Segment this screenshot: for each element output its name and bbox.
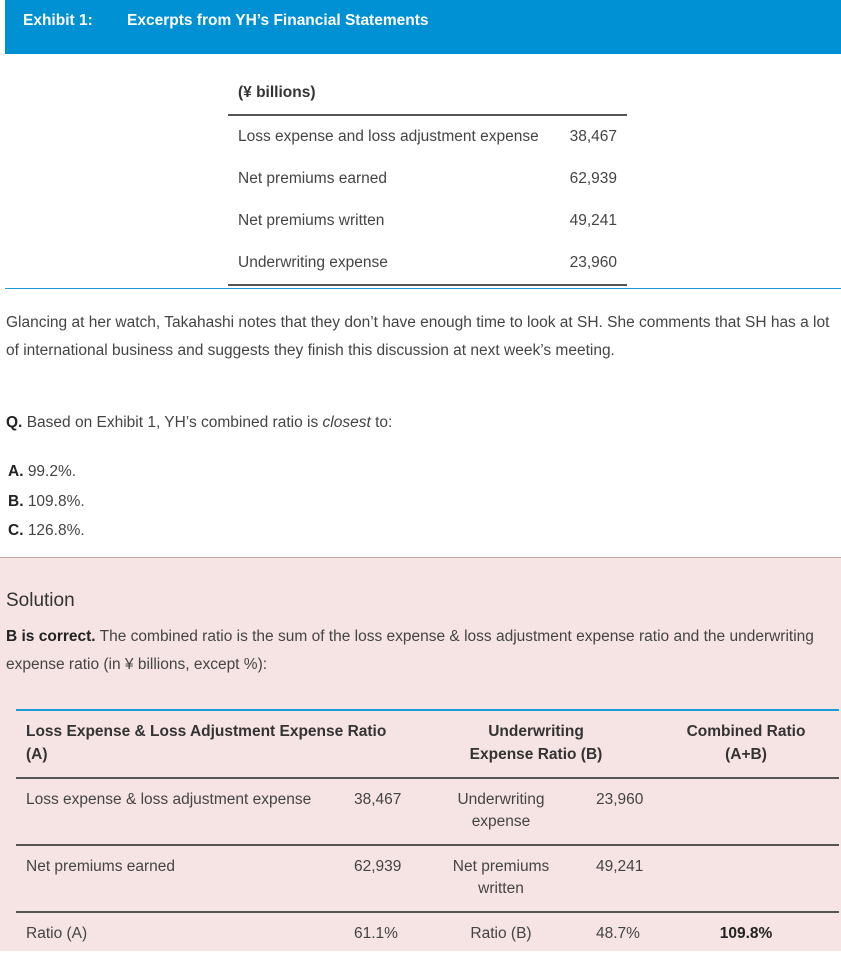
b-label-line2: expense bbox=[471, 813, 531, 830]
row-value: 49,241 bbox=[569, 212, 617, 229]
choice-text: 126.8%. bbox=[27, 522, 85, 539]
table-row bbox=[228, 200, 627, 242]
question-stem bbox=[6, 414, 392, 432]
explanation-text: The combined ratio is the sum of the loss expense & loss adjustment expense ratio and the underwriting expense ratio (in ¥ billions, except %): bbox=[6, 628, 814, 673]
header-a-line1: Loss Expense & Loss Adjustment Expense Ratio bbox=[26, 723, 387, 740]
question-text-end: to: bbox=[375, 414, 393, 431]
choice-text: 99.2%. bbox=[27, 463, 77, 480]
b-value: 48.7% bbox=[596, 925, 640, 942]
a-value: 62,939 bbox=[354, 858, 402, 875]
solution-title: Solution bbox=[6, 590, 75, 611]
question-prefix: Q. bbox=[6, 414, 23, 431]
header-a-line2: (A) bbox=[26, 746, 48, 763]
exhibit-title: Excerpts from YH’s Financial Statements bbox=[127, 12, 429, 29]
table-row bbox=[16, 846, 839, 913]
row-value: 62,939 bbox=[569, 170, 617, 187]
table-row bbox=[228, 242, 627, 286]
financial-statements-table bbox=[228, 72, 627, 286]
table-row bbox=[16, 913, 839, 953]
exhibit-number: Exhibit 1: bbox=[23, 12, 93, 29]
vignette-paragraph: Glancing at her watch, Takahashi notes that they don’t have enough time to look at SH. She comments that SH has a lot of international business and suggests they finish this discussion at next week’s meeting. bbox=[6, 314, 830, 359]
choice-text: 109.8%. bbox=[27, 493, 85, 510]
header-c-line1: Combined Ratio bbox=[686, 723, 806, 740]
row-label: Net premiums earned bbox=[238, 170, 388, 187]
question-text: Based on Exhibit 1, YH’s combined ratio is bbox=[26, 414, 319, 431]
solution-table-header bbox=[16, 711, 839, 779]
choice-letter: A. bbox=[8, 463, 24, 480]
choice-letter: C. bbox=[8, 522, 24, 539]
solution-table bbox=[16, 709, 839, 953]
choice-letter: B. bbox=[8, 493, 24, 510]
a-value: 38,467 bbox=[354, 791, 402, 808]
correct-answer: B is correct. bbox=[6, 628, 96, 645]
a-label: Net premiums earned bbox=[26, 858, 176, 875]
b-value: 23,960 bbox=[596, 791, 644, 808]
row-label: Loss expense and loss adjustment expense bbox=[238, 128, 539, 145]
units-label: (¥ billions) bbox=[238, 84, 316, 101]
row-value: 38,467 bbox=[569, 128, 617, 145]
b-label-line1: Underwriting bbox=[457, 791, 545, 808]
units-header bbox=[228, 72, 627, 116]
table-row bbox=[228, 116, 627, 158]
answer-choice-a[interactable] bbox=[8, 463, 76, 481]
b-label-line1: Net premiums bbox=[452, 858, 550, 875]
header-b-line2: Expense Ratio (B) bbox=[469, 746, 603, 763]
table-row bbox=[16, 779, 839, 846]
solution-explanation bbox=[6, 623, 841, 679]
b-value: 49,241 bbox=[596, 858, 644, 875]
question-emphasis: closest bbox=[322, 414, 371, 431]
b-label-line1: Ratio (B) bbox=[470, 925, 532, 942]
answer-choice-b[interactable] bbox=[8, 493, 85, 511]
combined-ratio-value: 109.8% bbox=[719, 925, 773, 942]
header-b-line1: Underwriting bbox=[488, 723, 584, 740]
answer-choice-c[interactable] bbox=[8, 522, 85, 540]
table-row bbox=[228, 158, 627, 200]
row-label: Net premiums written bbox=[238, 212, 385, 229]
row-value: 23,960 bbox=[569, 254, 617, 271]
a-label: Loss expense & loss adjustment expense bbox=[26, 791, 312, 808]
b-label-line2: written bbox=[478, 880, 524, 897]
a-value: 61.1% bbox=[354, 925, 398, 942]
section-divider bbox=[5, 288, 841, 289]
header-c-line2: (A+B) bbox=[725, 746, 767, 763]
exhibit-header bbox=[5, 0, 841, 54]
a-label: Ratio (A) bbox=[26, 925, 88, 942]
row-label: Underwriting expense bbox=[238, 254, 388, 271]
